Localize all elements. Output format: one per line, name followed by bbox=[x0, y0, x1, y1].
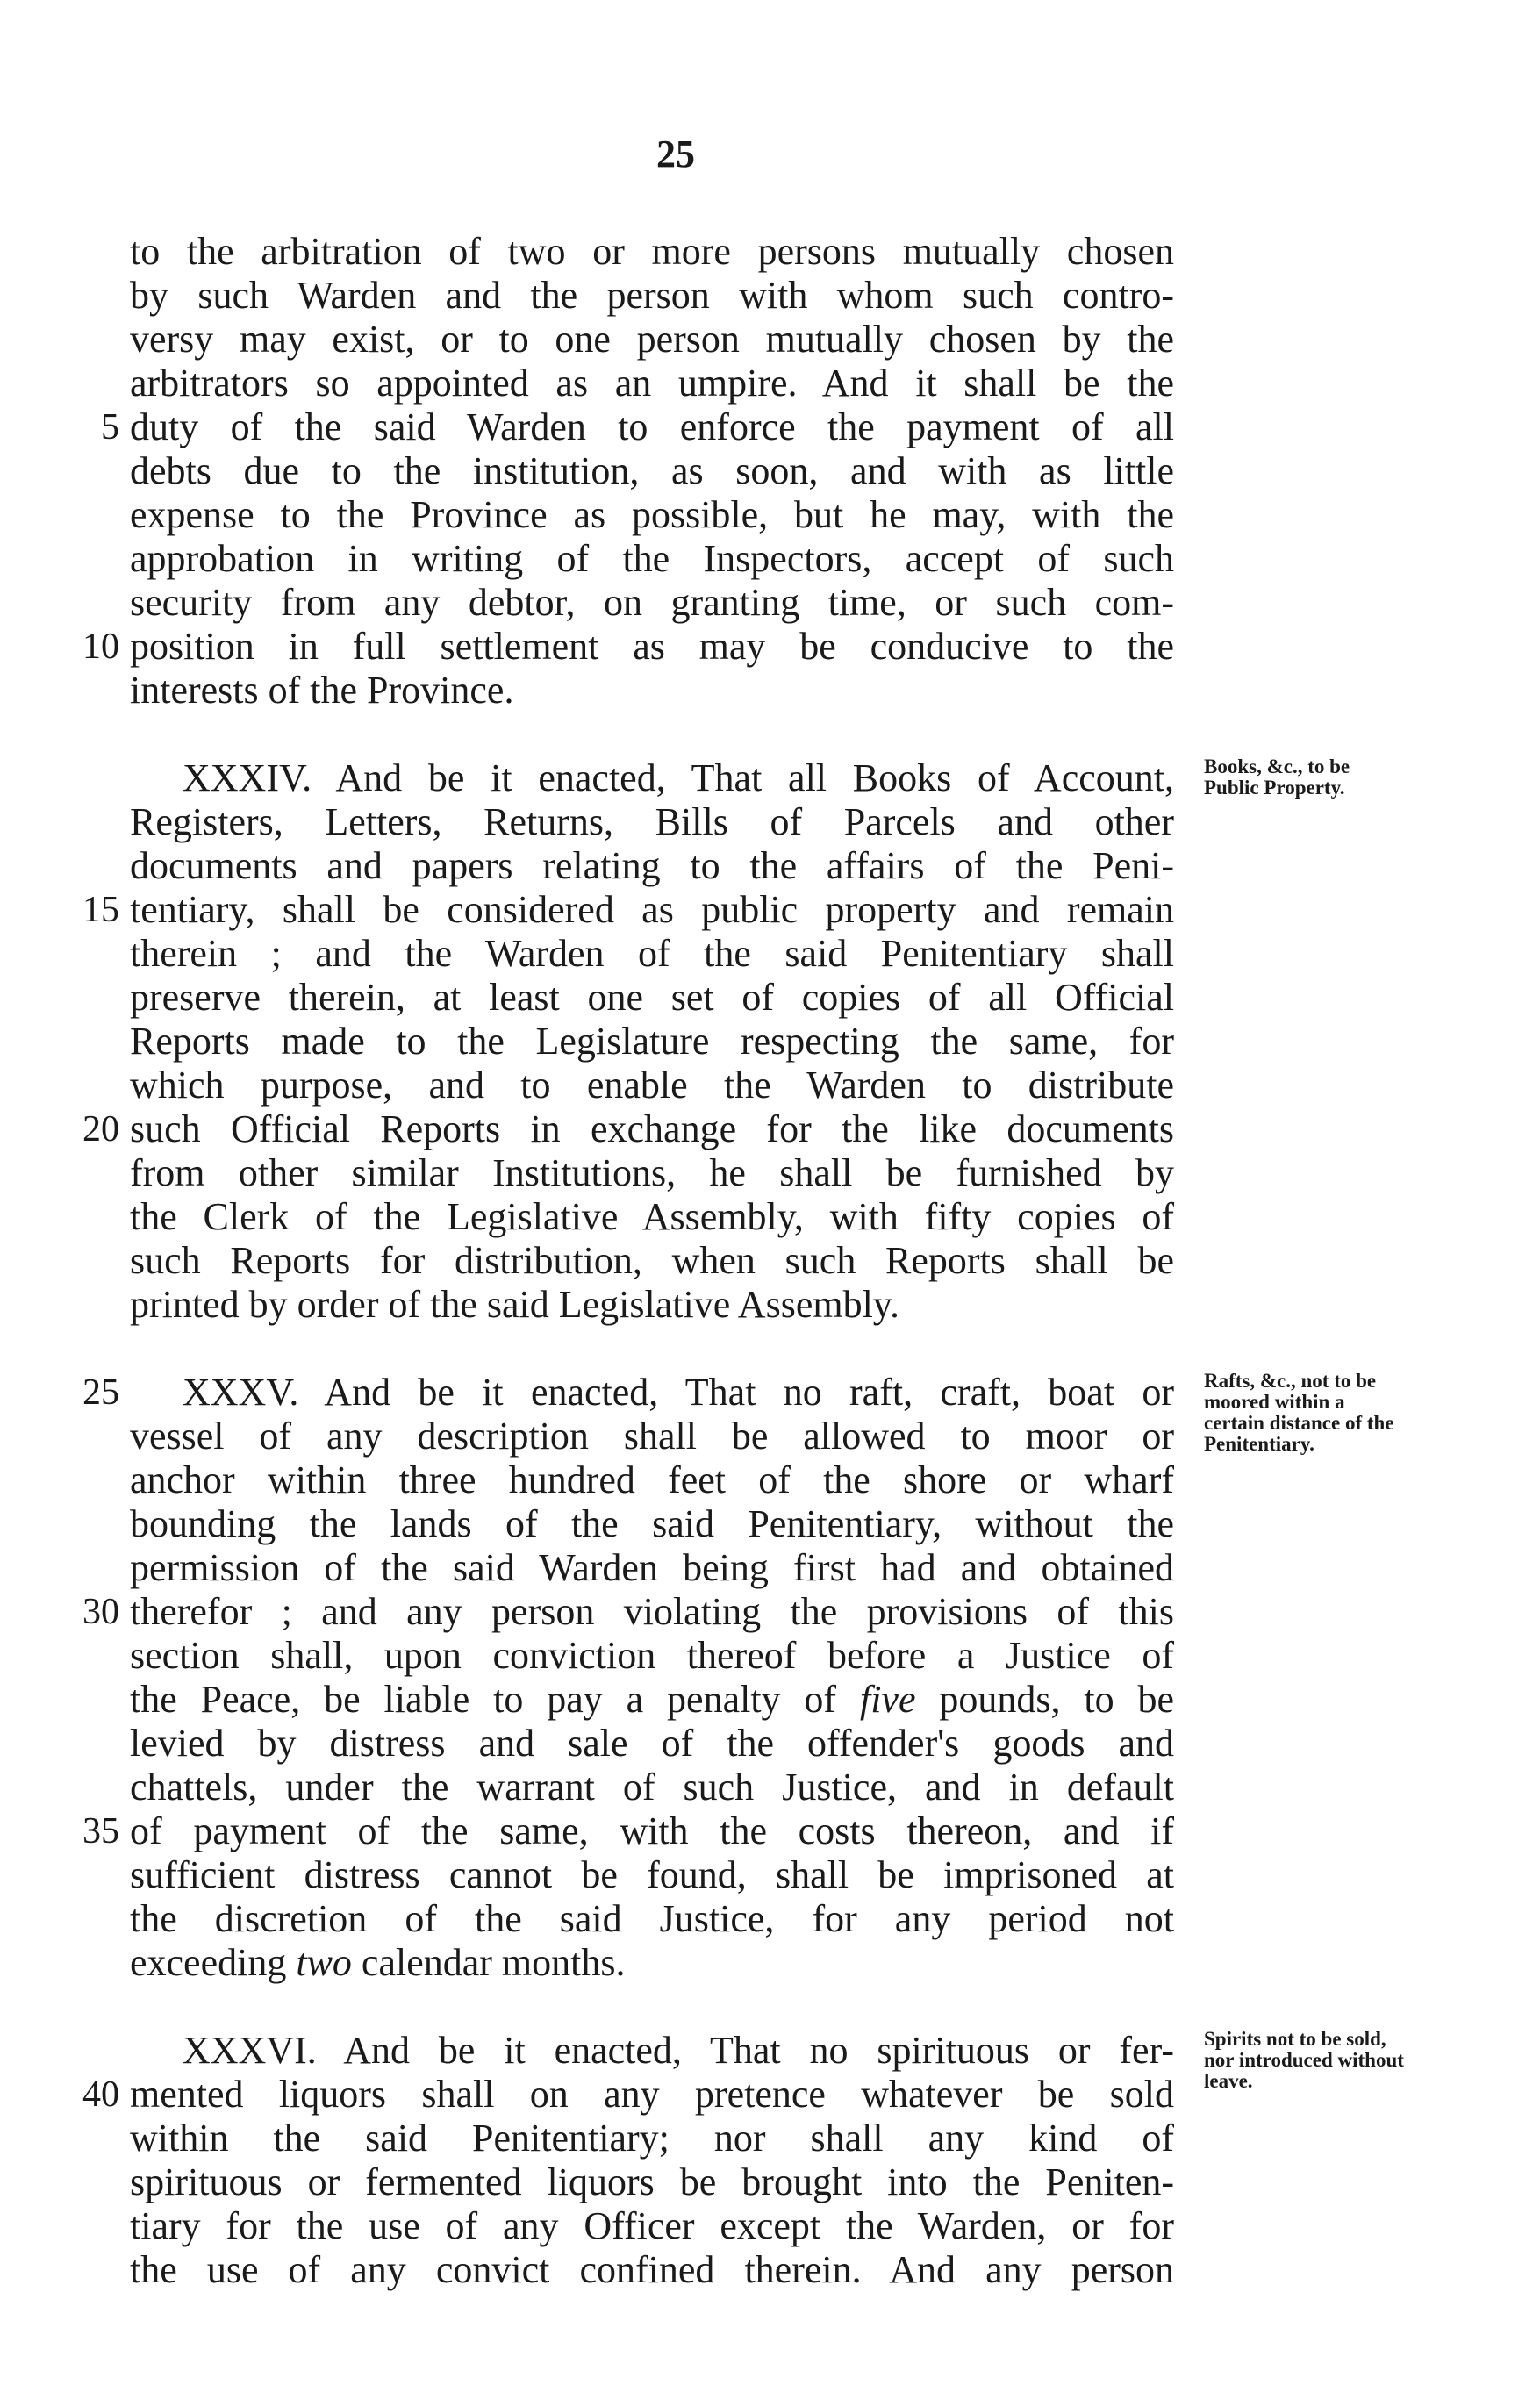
text-line: such Reports for distribution, when such Reports shall be bbox=[130, 1239, 1174, 1282]
text-line: therefor ; and any person violating the provisions of this bbox=[130, 1590, 1174, 1633]
text-line: security from any debtor, on granting time, or such com- bbox=[130, 581, 1174, 624]
text-line: vessel of any description shall be allowed to moor or bbox=[130, 1415, 1174, 1458]
text-line: the use of any convict confined therein. And any person bbox=[130, 2248, 1174, 2291]
text-line: mented liquors shall on any pretence whatever be sold bbox=[130, 2073, 1174, 2116]
text-line: arbitrators so appointed as an umpire. And it shall be the bbox=[130, 362, 1174, 405]
text-line: XXXIV. And be it enacted, That all Books of Account, bbox=[183, 756, 1174, 799]
text-line: bounding the lands of the said Penitentiary, without the bbox=[130, 1502, 1174, 1545]
text-line: debts due to the institution, as soon, and with as little bbox=[130, 449, 1174, 492]
margin-note: Books, &c., to be Public Property. bbox=[1204, 756, 1350, 799]
text-line: such Official Reports in exchange for the like documents bbox=[130, 1107, 1174, 1150]
text-line: the Clerk of the Legislative Assembly, with fifty copies of bbox=[130, 1195, 1174, 1238]
text-line: expense to the Province as possible, but he may, with the bbox=[130, 493, 1174, 536]
line-number: 30 bbox=[82, 1592, 119, 1632]
text-line: therein ; and the Warden of the said Penitentiary shall bbox=[130, 932, 1174, 975]
text-line: XXXV. And be it enacted, That no raft, craft, boat or bbox=[183, 1371, 1174, 1414]
line-number: 35 bbox=[82, 1811, 119, 1852]
margin-note: Spirits not to be sold, nor introduced without leave. bbox=[1204, 2028, 1404, 2092]
text-line: exceeding two calendar months. bbox=[130, 1941, 626, 1984]
text-line: section shall, upon conviction thereof before a Justice of bbox=[130, 1634, 1174, 1677]
line-number: 10 bbox=[82, 627, 119, 667]
text-line: duty of the said Warden to enforce the payment of all bbox=[130, 405, 1174, 448]
text-line: tiary for the use of any Officer except the Warden, or for bbox=[130, 2204, 1174, 2247]
line-number: 40 bbox=[82, 2074, 119, 2115]
text-line: versy may exist, or to one person mutually chosen by the bbox=[130, 318, 1174, 361]
line-number: 25 bbox=[82, 1372, 119, 1413]
text-line: of payment of the same, with the costs thereon, and if bbox=[130, 1809, 1174, 1852]
text-line: preserve therein, at least one set of copies of all Official bbox=[130, 976, 1174, 1019]
text-line: position in full settlement as may be conducive to the bbox=[130, 625, 1174, 668]
text-line: anchor within three hundred feet of the shore or wharf bbox=[130, 1458, 1174, 1501]
text-line: which purpose, and to enable the Warden to distribute bbox=[130, 1064, 1174, 1107]
page-number: 25 bbox=[656, 133, 695, 176]
text-line: within the said Penitentiary; nor shall any kind of bbox=[130, 2117, 1174, 2160]
line-number: 5 bbox=[101, 407, 119, 448]
text-line: chattels, under the warrant of such Justice, and in default bbox=[130, 1766, 1174, 1809]
text-line: by such Warden and the person with whom such contro- bbox=[130, 274, 1174, 317]
text-line: permission of the said Warden being first had and obtained bbox=[130, 1546, 1174, 1589]
text-line: the discretion of the said Justice, for any period not bbox=[130, 1897, 1174, 1940]
margin-note: Rafts, &c., not to be moored within a certain distance of the Penitentiary. bbox=[1204, 1370, 1394, 1455]
text-line: sufficient distress cannot be found, shall be imprisoned at bbox=[130, 1853, 1174, 1896]
text-line: to the arbitration of two or more persons mutually chosen bbox=[130, 230, 1174, 273]
text-line: spirituous or fermented liquors be brought into the Peniten- bbox=[130, 2160, 1174, 2203]
text-line: printed by order of the said Legislative Assembly. bbox=[130, 1283, 899, 1326]
text-line: Registers, Letters, Returns, Bills of Parcels and other bbox=[130, 800, 1174, 843]
text-line: documents and papers relating to the affairs of the Peni- bbox=[130, 844, 1174, 887]
text-line: from other similar Institutions, he shall be furnished by bbox=[130, 1151, 1174, 1194]
text-line: Reports made to the Legislature respecting the same, for bbox=[130, 1020, 1174, 1063]
line-number: 15 bbox=[82, 890, 119, 930]
text-line: approbation in writing of the Inspectors, accept of such bbox=[130, 537, 1174, 580]
text-line: XXXVI. And be it enacted, That no spirituous or fer- bbox=[183, 2029, 1174, 2072]
line-number: 20 bbox=[82, 1109, 119, 1150]
text-line: tentiary, shall be considered as public property and remain bbox=[130, 888, 1174, 931]
text-line: levied by distress and sale of the offender's goods and bbox=[130, 1722, 1174, 1765]
text-line: interests of the Province. bbox=[130, 669, 514, 712]
text-line: the Peace, be liable to pay a penalty of five pounds, to be bbox=[130, 1678, 1174, 1721]
